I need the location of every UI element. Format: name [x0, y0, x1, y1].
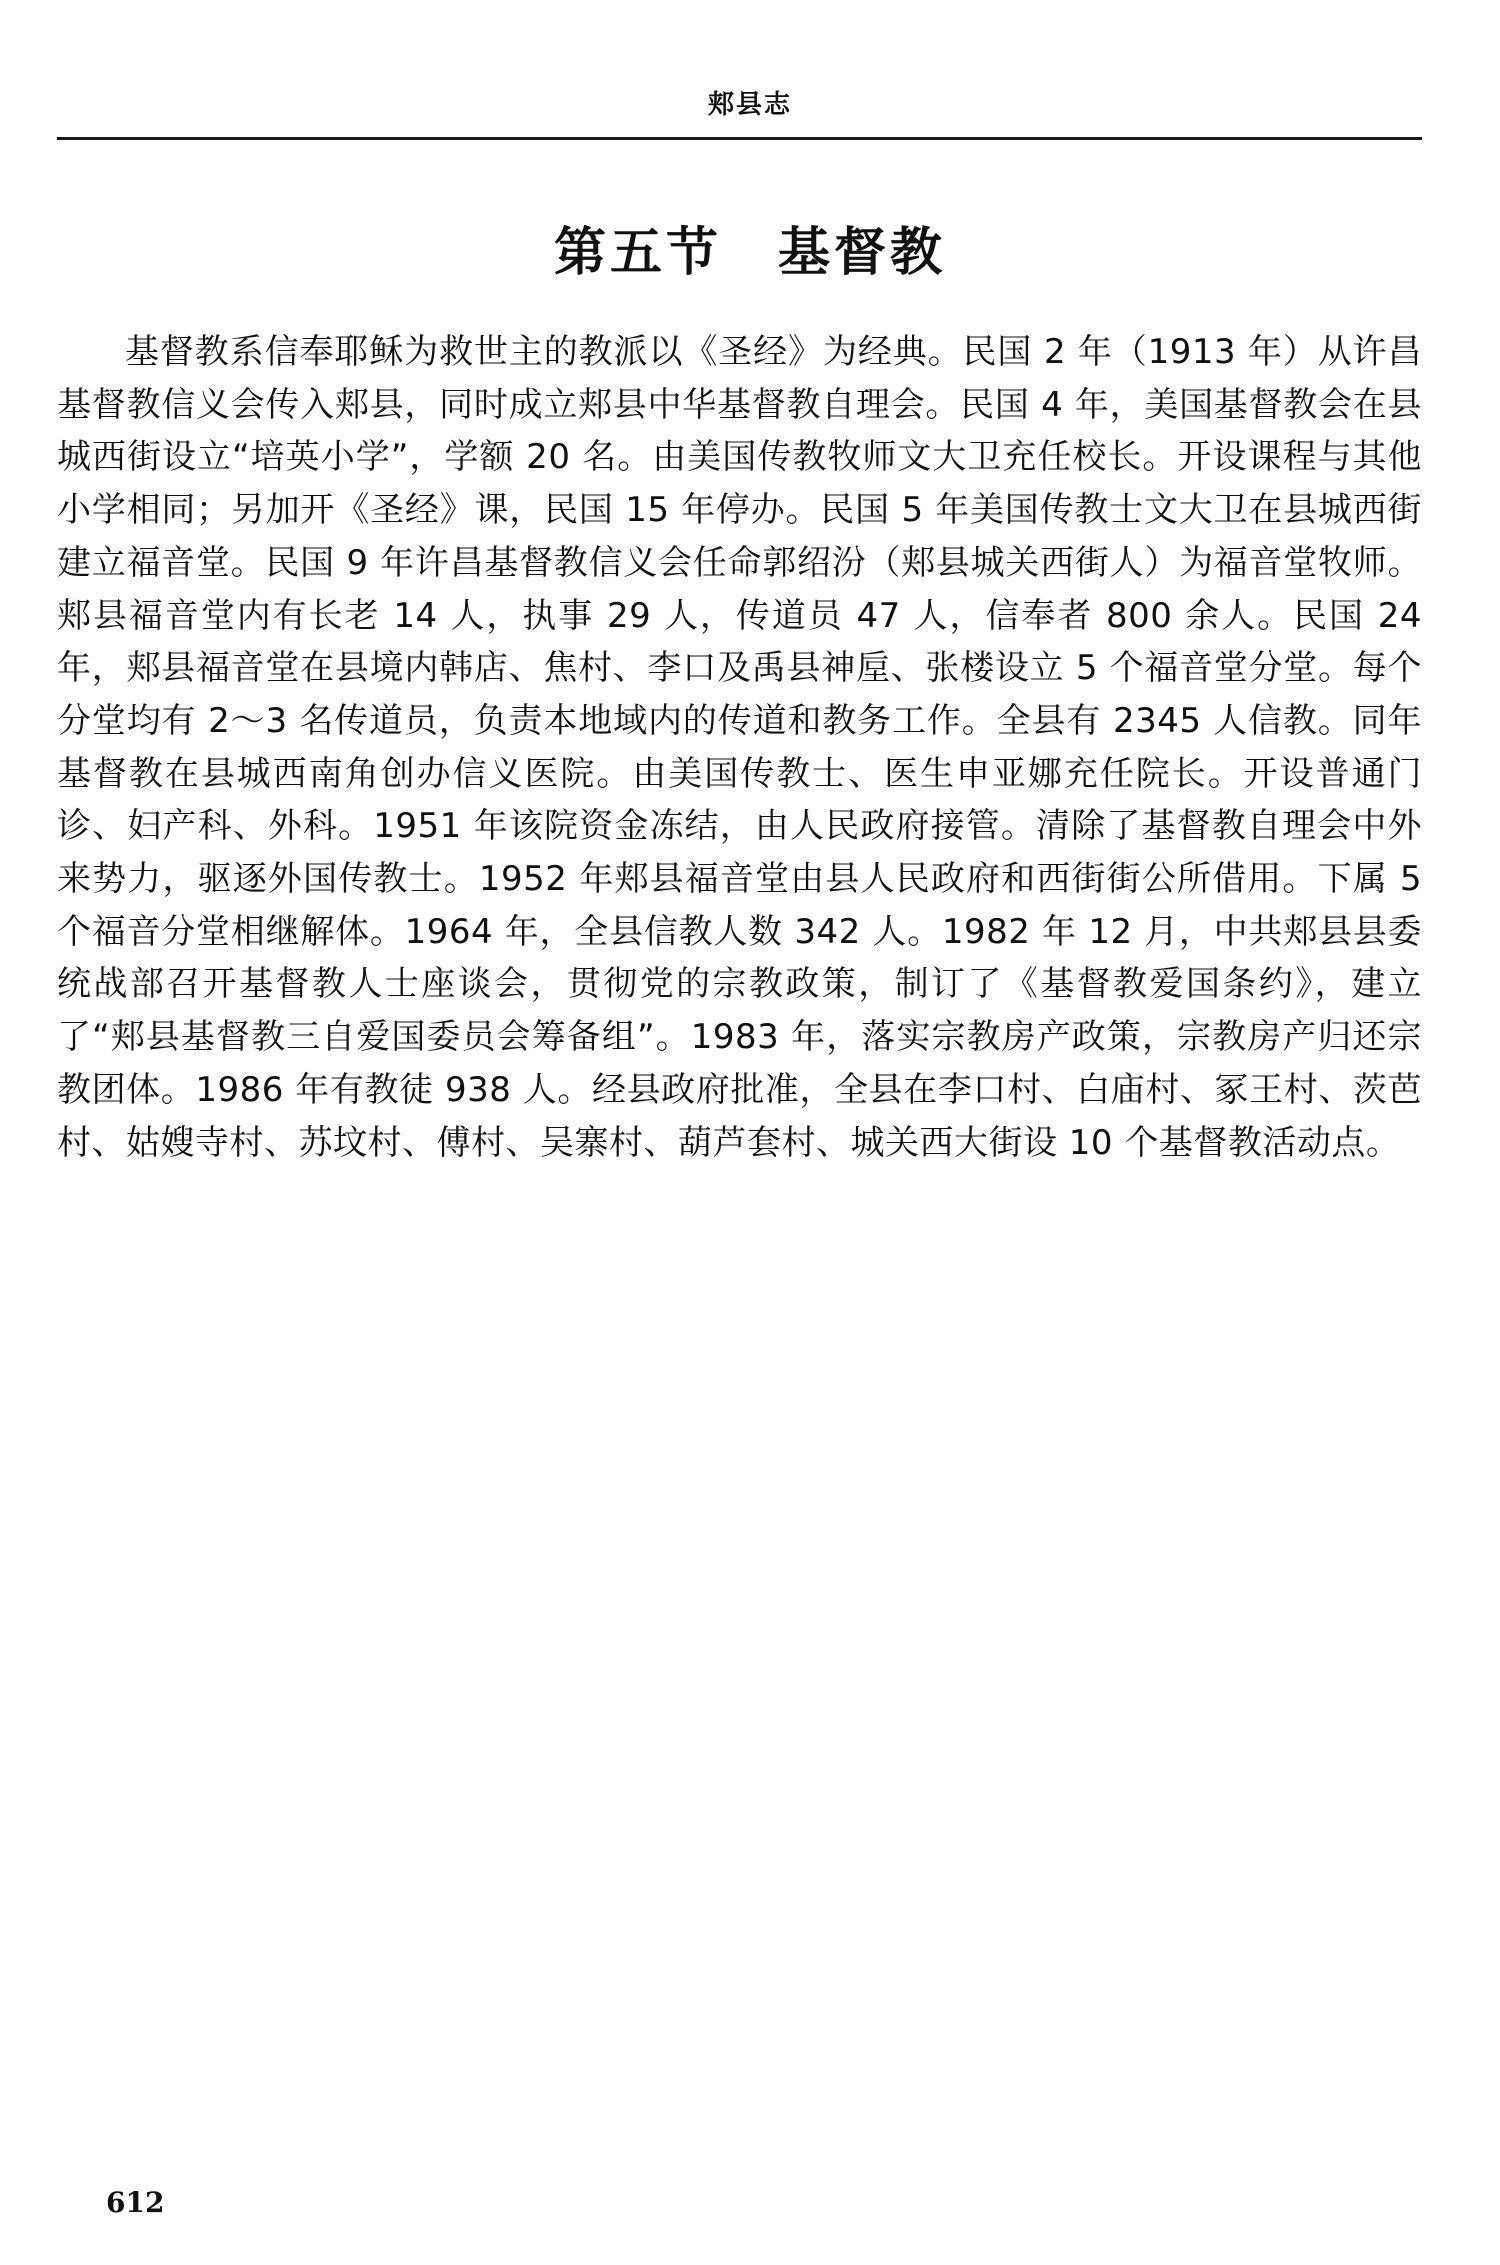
header-rule [57, 137, 1422, 140]
running-header: 郏县志 [707, 90, 792, 120]
section-heading [0, 210, 1500, 285]
body-paragraph: 基督教系信奉耶稣为救世主的教派以《圣经》为经典。民国 2 年（1913 年）从许昌基督教信义会传入郏县，同时成立郏县中华基督教自理会。民国 4 年，美国基督教会在县城西街设立“培英小学”，学额 20 名。由美国传教牧师文大卫充任校长。开设课程与其他小学相同；另加开《圣经》课，民国 15 年停办。民国 5 年美国传教士文大卫在县城西街建立福音堂。民国 9 年许昌基督教信义会任命郭绍汾（郏县城关西街人）为福音堂牧师。郏县福音堂内有长老 14 人，执事 29 人，传道员 47 人，信奉者 800 余人。民国 24 年，郏县福音堂在县境内韩店、焦村、李口及禹县神垕、张楼设立 5 个福音堂分堂。每个分堂均有 2～3 名传道员，负责本地域内的传道和教务工作。全县有 2345 人信教。同年基督教在县城西南角创办信义医院。由美国传教士、医生申亚娜充任院长。开设普通门诊、妇产科、外科。1951 年该院资金冻结，由人民政府接管。清除了基督教自理会中外来势力，驱逐外国传教士。1952 年郏县福音堂由县人民政府和西街街公所借用。下属 5 个福音分堂相继解体。1964 年，全县信教人数 342 人。1982 年 12 月，中共郏县县委统战部召开基督教人士座谈会，贯彻党的宗教政策，制订了《基督教爱国条约》，建立了“郏县基督教三自爱国委员会筹备组”。1983 年，落实宗教房产政策，宗教房产归还宗教团体。1986 年有教徒 938 人。经县政府批准，全县在李口村、白庙村、冢王村、茨芭村、姑嫂寺村、苏坟村、傅村、吴寨村、葫芦套村、城关西大街设 10 个基督教活动点。 [57, 332, 1422, 1163]
section-number: 第五节 [553, 222, 722, 283]
page-number: 612 [106, 2186, 165, 2219]
section-title-text: 基督教 [778, 222, 947, 283]
